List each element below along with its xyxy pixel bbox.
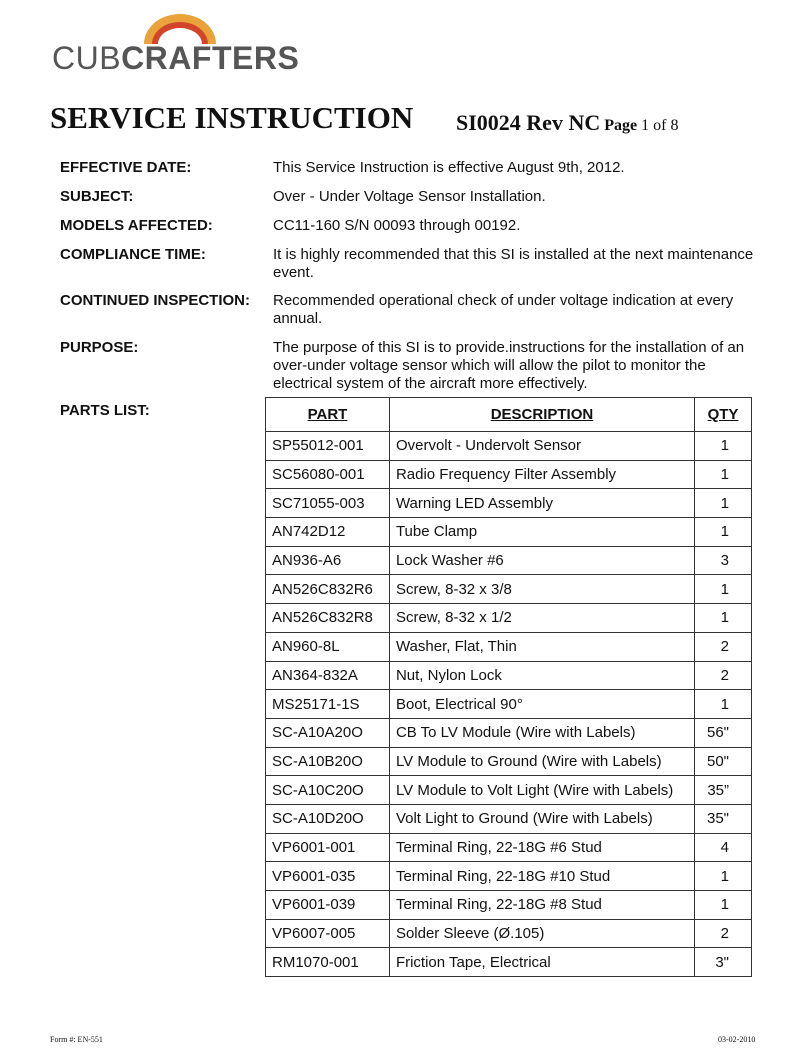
cell-part: SP55012-001	[266, 432, 390, 461]
table-row	[266, 776, 752, 805]
table-row	[266, 747, 752, 776]
cell-description: Solder Sleeve (Ø.105)	[389, 919, 694, 948]
cell-qty: 1	[695, 575, 752, 604]
cell-qty: 1	[695, 432, 752, 461]
cell-part: AN364-832A	[266, 661, 390, 690]
cell-qty: 3	[695, 546, 752, 575]
info-value: This Service Instruction is effective August 9th, 2012.	[273, 159, 625, 176]
cell-qty: 1	[695, 891, 752, 920]
cell-description: Terminal Ring, 22-18G #10 Stud	[389, 862, 694, 891]
logo-wordmark	[52, 42, 299, 74]
cell-description: Tube Clamp	[389, 518, 694, 547]
cell-description: Warning LED Assembly	[389, 489, 694, 518]
cell-qty: 56"	[695, 718, 752, 747]
info-row-effective-date	[60, 159, 760, 177]
cell-qty: 1	[695, 518, 752, 547]
info-value: It is highly recommended that this SI is installed at the next maintenance event.	[273, 246, 754, 281]
table-row	[266, 546, 752, 575]
cell-qty: 50"	[695, 747, 752, 776]
cell-description: Overvolt - Undervolt Sensor	[389, 432, 694, 461]
cubcrafters-logo	[52, 14, 312, 84]
table-row	[266, 862, 752, 891]
cell-part: SC-A10A20O	[266, 718, 390, 747]
cell-description: CB To LV Module (Wire with Labels)	[389, 718, 694, 747]
table-row	[266, 575, 752, 604]
cell-part: AN742D12	[266, 518, 390, 547]
info-row-continued-inspection	[60, 292, 760, 328]
document-number: SI0024 Rev NC	[456, 110, 601, 135]
cell-description: Washer, Flat, Thin	[389, 632, 694, 661]
table-row	[266, 804, 752, 833]
cell-qty: 35"	[695, 804, 752, 833]
cell-part: AN960-8L	[266, 632, 390, 661]
cell-description: Radio Frequency Filter Assembly	[389, 460, 694, 489]
info-label: COMPLIANCE TIME:	[60, 246, 206, 263]
table-row	[266, 518, 752, 547]
column-header-qty: QTY	[695, 398, 752, 432]
cell-qty: 2	[695, 919, 752, 948]
column-header-description: DESCRIPTION	[389, 398, 694, 432]
info-value: CC11-160 S/N 00093 through 00192.	[273, 217, 521, 234]
table-row	[266, 948, 752, 977]
cell-part: SC-A10B20O	[266, 747, 390, 776]
cell-description: LV Module to Volt Light (Wire with Labels)	[389, 776, 694, 805]
info-label: PURPOSE:	[60, 339, 139, 356]
page-label: Page	[604, 117, 638, 134]
cell-part: VP6007-005	[266, 919, 390, 948]
cell-description: Friction Tape, Electrical	[389, 948, 694, 977]
cell-part: SC56080-001	[266, 460, 390, 489]
parts-table	[265, 397, 752, 977]
parts-table-body	[266, 432, 752, 977]
cell-description: Volt Light to Ground (Wire with Labels)	[389, 804, 694, 833]
cell-part: MS25171-1S	[266, 690, 390, 719]
info-label: SUBJECT:	[60, 188, 134, 205]
cell-part: AN526C832R8	[266, 604, 390, 633]
info-value: Over - Under Voltage Sensor Installation.	[273, 188, 546, 205]
cell-qty: 1	[695, 690, 752, 719]
cell-qty: 35”	[695, 776, 752, 805]
cell-description: Lock Washer #6	[389, 546, 694, 575]
table-row	[266, 489, 752, 518]
cell-part: SC-A10C20O	[266, 776, 390, 805]
cell-description: Terminal Ring, 22-18G #6 Stud	[389, 833, 694, 862]
parts-table-header	[266, 398, 752, 432]
column-header-part: PART	[266, 398, 390, 432]
table-row	[266, 690, 752, 719]
table-row	[266, 604, 752, 633]
cell-part: SC-A10D20O	[266, 804, 390, 833]
cell-description: Boot, Electrical 90°	[389, 690, 694, 719]
info-row-purpose	[60, 339, 760, 393]
cell-qty: 1	[695, 460, 752, 489]
cell-qty: 1	[695, 862, 752, 891]
cell-description: Screw, 8-32 x 3/8	[389, 575, 694, 604]
cell-qty: 3"	[695, 948, 752, 977]
footer-form-number: Form #: EN-551	[50, 1035, 103, 1044]
footer-date: 03-02-2010	[718, 1035, 756, 1044]
document-title: SERVICE INSTRUCTION	[50, 100, 414, 135]
table-row	[266, 460, 752, 489]
table-row	[266, 891, 752, 920]
cell-part: AN526C832R6	[266, 575, 390, 604]
table-row	[266, 661, 752, 690]
cell-description: Screw, 8-32 x 1/2	[389, 604, 694, 633]
info-label: MODELS AFFECTED:	[60, 217, 213, 234]
cell-part: VP6001-035	[266, 862, 390, 891]
table-row	[266, 718, 752, 747]
logo-crafters-text: CRAFTERS	[121, 40, 300, 76]
cell-part: AN936-A6	[266, 546, 390, 575]
info-row-compliance-time	[60, 246, 760, 282]
cell-part: RM1070-001	[266, 948, 390, 977]
cell-qty: 4	[695, 833, 752, 862]
document-number-block	[456, 110, 678, 136]
cell-qty: 2	[695, 632, 752, 661]
cell-description: Terminal Ring, 22-18G #8 Stud	[389, 891, 694, 920]
logo-cub-text: CUB	[52, 40, 122, 76]
cell-part: VP6001-001	[266, 833, 390, 862]
table-row	[266, 833, 752, 862]
cell-part: SC71055-003	[266, 489, 390, 518]
cell-description: LV Module to Ground (Wire with Labels)	[389, 747, 694, 776]
cell-part: VP6001-039	[266, 891, 390, 920]
table-row	[266, 919, 752, 948]
info-label: CONTINUED INSPECTION:	[60, 292, 251, 309]
info-row-models-affected	[60, 217, 760, 235]
page-value: 1 of 8	[641, 117, 679, 134]
info-value: Recommended operational check of under voltage indication at every annual.	[273, 292, 734, 327]
cell-qty: 2	[695, 661, 752, 690]
info-row-subject	[60, 188, 760, 206]
table-row	[266, 432, 752, 461]
cell-description: Nut, Nylon Lock	[389, 661, 694, 690]
info-value: The purpose of this SI is to provide.instructions for the installation of an over-under voltage sensor which will allow the pilot to monitor the electrical system of the aircraft more effectively.	[273, 339, 745, 392]
cell-qty: 1	[695, 604, 752, 633]
parts-list-label: PARTS LIST:	[60, 402, 150, 419]
table-row	[266, 632, 752, 661]
cell-qty: 1	[695, 489, 752, 518]
info-label: EFFECTIVE DATE:	[60, 159, 192, 176]
